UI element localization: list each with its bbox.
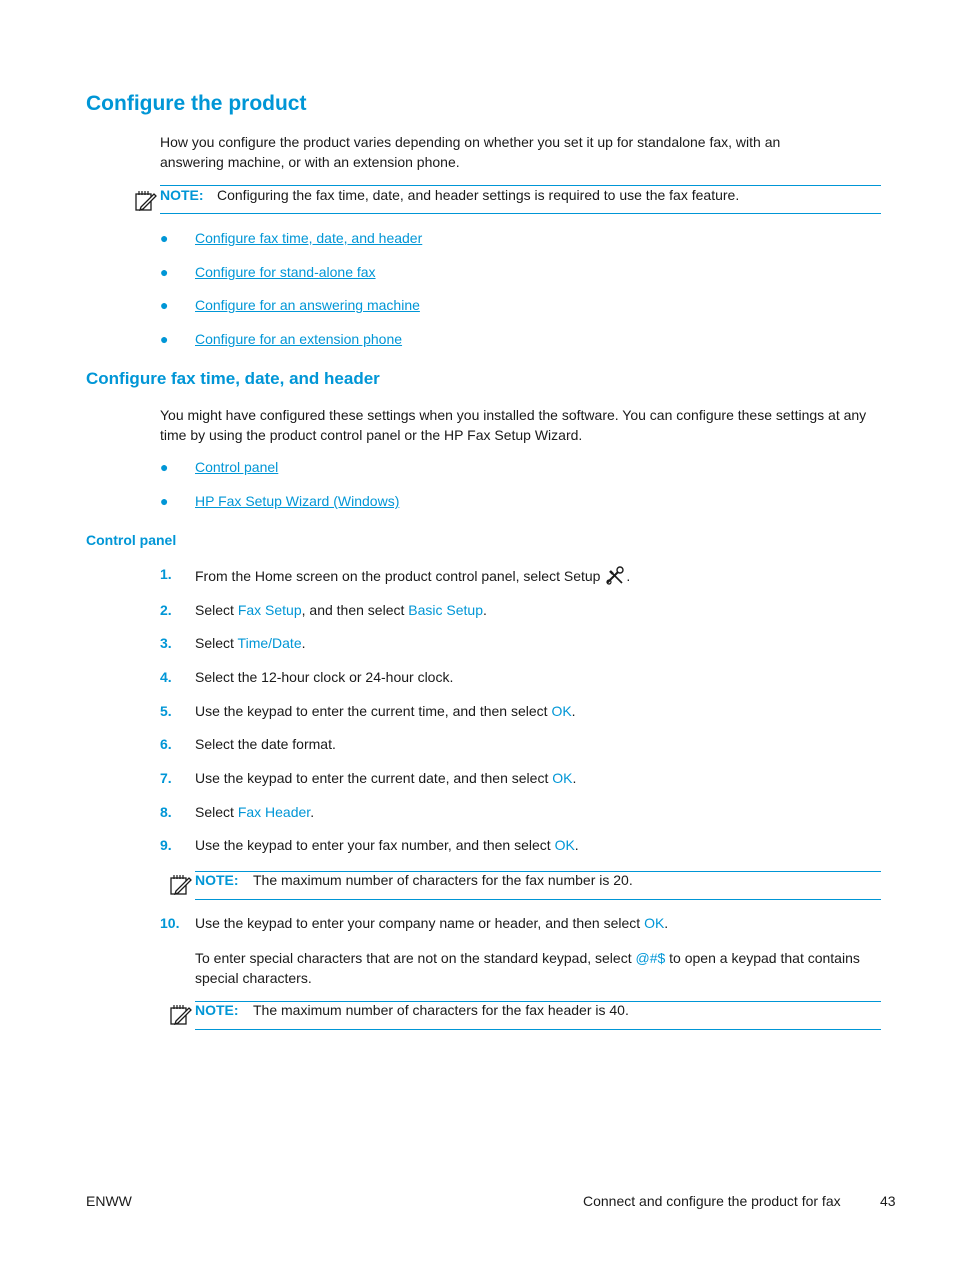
step-text-part: Select bbox=[195, 635, 238, 651]
menu-basic-setup: Basic Setup bbox=[408, 602, 483, 618]
step-text-part: Select bbox=[195, 602, 238, 618]
step-text: Select the 12-hour clock or 24-hour clock. bbox=[195, 669, 454, 685]
step-text bbox=[195, 635, 306, 651]
step-number: 4. bbox=[160, 669, 172, 685]
step-10-extra bbox=[195, 948, 875, 988]
step-text bbox=[195, 804, 314, 820]
menu-special-characters: @#$ bbox=[635, 950, 666, 966]
intro-paragraph: How you configure the product varies depending on whether you set it up for standalone fax, with an answering machine, or with an extension phone. bbox=[160, 134, 781, 170]
menu-fax-header: Fax Header bbox=[237, 804, 311, 820]
step-text-part: Use the keypad to enter your company name or header, and then select bbox=[195, 915, 645, 931]
control-panel-title: Control panel bbox=[86, 532, 177, 548]
step-text-part: . bbox=[664, 915, 669, 931]
menu-ok: OK bbox=[551, 703, 572, 719]
step-text: Select the date format. bbox=[195, 736, 336, 752]
note-label: NOTE: bbox=[195, 1002, 239, 1018]
step-text-part: . bbox=[574, 837, 579, 853]
step-text-part: To enter special characters that are not on the standard keypad, select bbox=[195, 950, 636, 966]
note-pencil-icon bbox=[135, 190, 157, 212]
menu-ok: OK bbox=[552, 770, 573, 786]
step-number: 1. bbox=[160, 566, 172, 582]
bullet: ● bbox=[160, 297, 169, 313]
step-number: 3. bbox=[160, 635, 172, 651]
step-text-part: From the Home screen on the product control panel, select Setup bbox=[195, 568, 601, 584]
step-number: 7. bbox=[160, 770, 172, 786]
note-text: Configuring the fax time, date, and header settings is required to use the fax feature. bbox=[217, 187, 740, 203]
link-answering-machine[interactable]: Configure for an answering machine bbox=[195, 297, 420, 313]
step-text bbox=[195, 770, 576, 786]
link-control-panel[interactable]: Control panel bbox=[195, 459, 279, 475]
link-configure-fax-time[interactable]: Configure fax time, date, and header bbox=[195, 230, 423, 246]
page-title: Configure the product bbox=[86, 92, 307, 115]
step-text-part: , and then select bbox=[301, 602, 409, 618]
subsection-intro: You might have configured these settings when you installed the software. You can configure these settings at any time by using the product control panel or the HP Fax Setup Wizard. bbox=[160, 407, 867, 443]
footer-left: ENWW bbox=[86, 1193, 132, 1209]
footer-chapter: Connect and configure the product for fax bbox=[583, 1193, 841, 1209]
note-pencil-icon bbox=[170, 874, 192, 896]
step-text bbox=[195, 602, 487, 618]
step-text-part: Use the keypad to enter the current date, and then select bbox=[195, 770, 553, 786]
note-label: NOTE: bbox=[160, 187, 204, 203]
menu-fax-setup: Fax Setup bbox=[237, 602, 302, 618]
step-text bbox=[195, 915, 668, 931]
step-text bbox=[195, 837, 579, 853]
step-text-part: . bbox=[483, 602, 487, 618]
subsection-title: Configure fax time, date, and header bbox=[86, 369, 380, 388]
step-text-part: Use the keypad to enter the current time, and then select bbox=[195, 703, 552, 719]
menu-ok: OK bbox=[644, 915, 665, 931]
link-extension-phone[interactable]: Configure for an extension phone bbox=[195, 331, 403, 347]
step-text bbox=[195, 566, 630, 586]
step-number: 6. bbox=[160, 736, 172, 752]
note-label: NOTE: bbox=[195, 872, 239, 888]
step-text-part: . bbox=[571, 703, 576, 719]
step-text-part: Select bbox=[195, 804, 238, 820]
bullet: ● bbox=[160, 230, 169, 246]
note-pencil-icon bbox=[170, 1004, 192, 1026]
step-number: 10. bbox=[160, 915, 180, 931]
step-text-part: Use the keypad to enter your fax number, and then select bbox=[195, 837, 555, 853]
note-text: The maximum number of characters for the fax number is 20. bbox=[253, 872, 633, 888]
step-text bbox=[195, 703, 576, 719]
menu-time-date: Time/Date bbox=[237, 635, 302, 651]
step-number: 9. bbox=[160, 837, 172, 853]
step-number: 2. bbox=[160, 602, 172, 618]
link-standalone-fax[interactable]: Configure for stand-alone fax bbox=[195, 264, 376, 280]
link-fax-setup-wizard[interactable]: HP Fax Setup Wizard (Windows) bbox=[195, 493, 400, 509]
step-text-part: . bbox=[626, 568, 631, 584]
page-number: 43 bbox=[880, 1193, 896, 1209]
step-text-part: . bbox=[310, 804, 315, 820]
step-number: 8. bbox=[160, 804, 172, 820]
step-text-part: . bbox=[572, 770, 577, 786]
step-text-part: . bbox=[301, 635, 306, 651]
menu-ok: OK bbox=[554, 837, 575, 853]
bullet: ● bbox=[160, 493, 169, 509]
note-text: The maximum number of characters for the fax header is 40. bbox=[253, 1002, 629, 1018]
step-number: 5. bbox=[160, 703, 172, 719]
bullet: ● bbox=[160, 459, 169, 475]
step-text-part: to open a keypad that contains special characters. bbox=[195, 950, 860, 986]
wrench-screwdriver-icon bbox=[604, 566, 626, 586]
bullet: ● bbox=[160, 331, 169, 347]
bullet: ● bbox=[160, 264, 169, 280]
